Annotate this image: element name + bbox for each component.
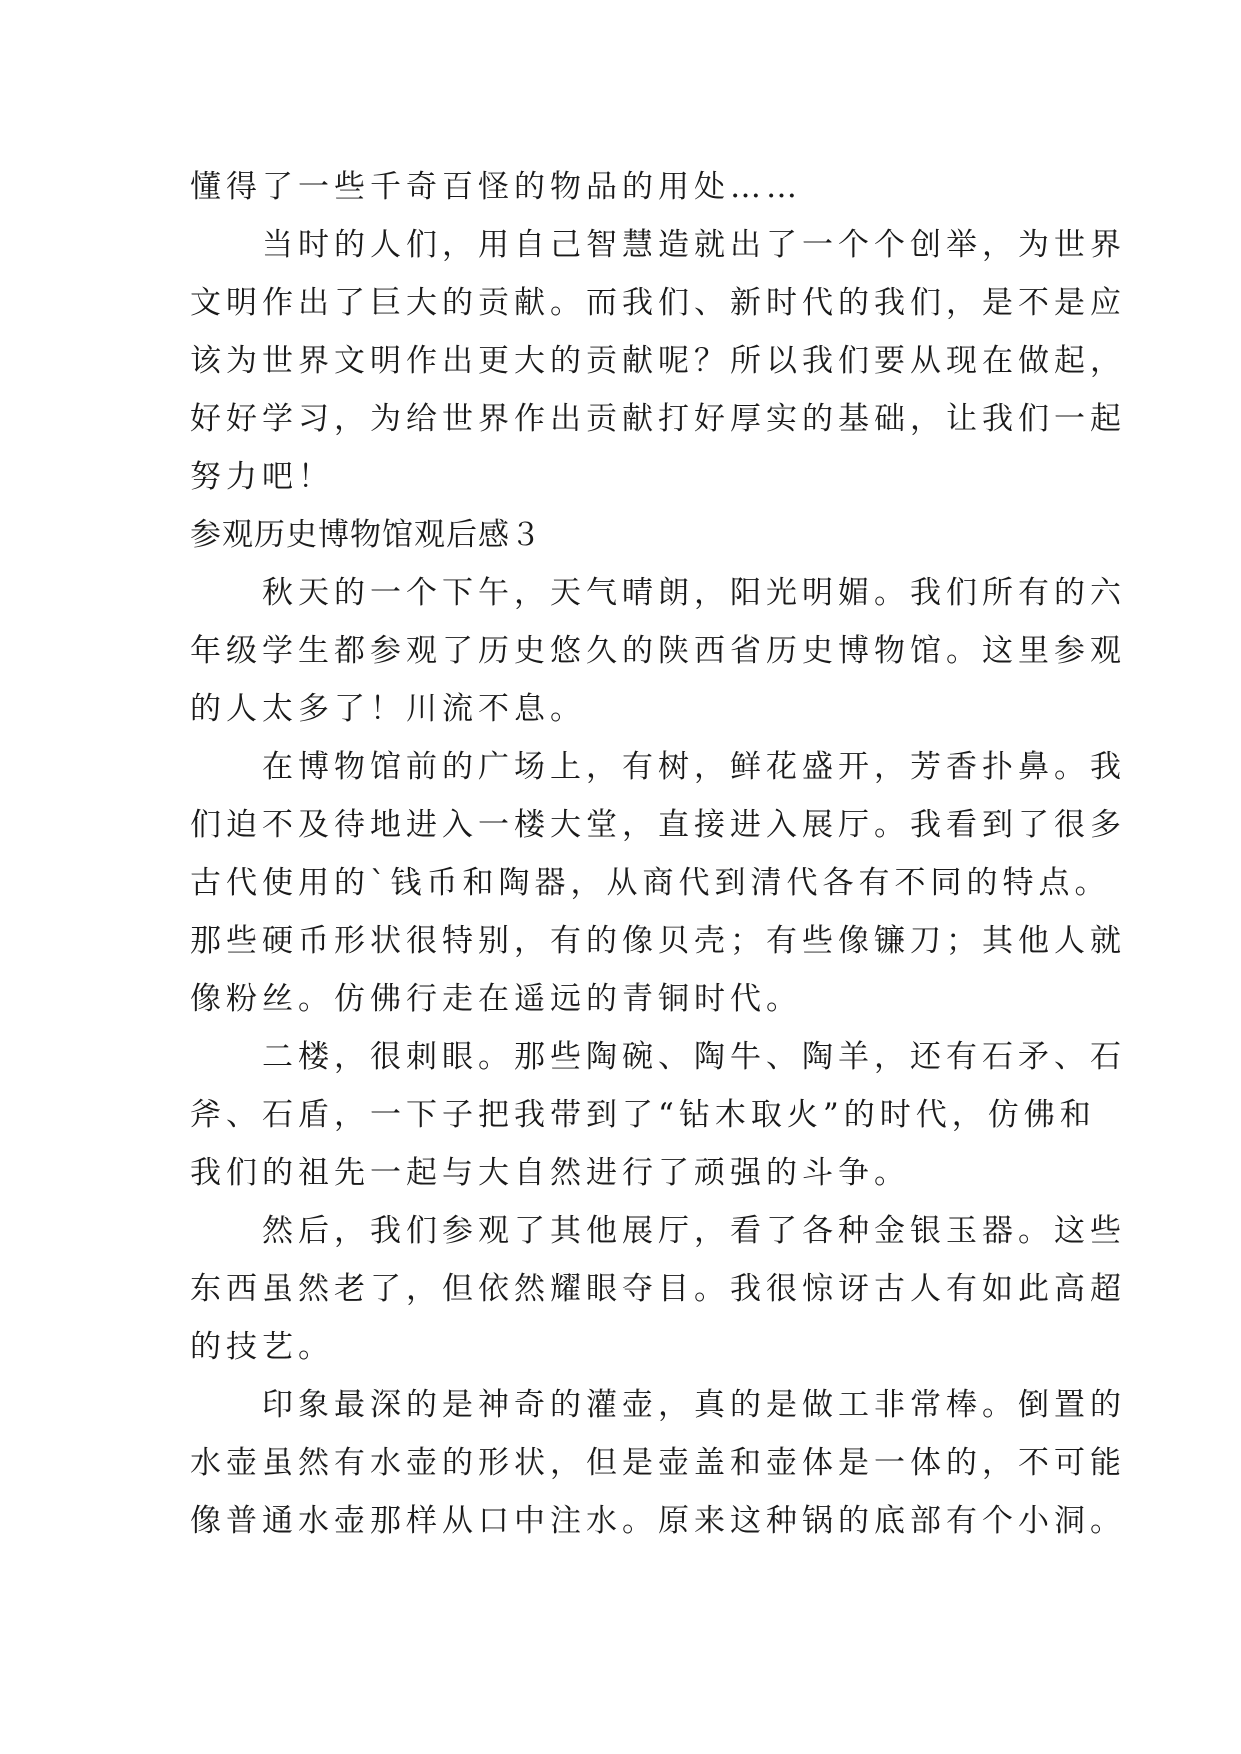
text-line: 那些硬币形状很特别，有的像贝壳；有些像镰刀；其他人就 (190, 923, 1126, 959)
text-line: 文明作出了巨大的贡献。而我们、新时代的我们，是不是应 (190, 285, 1126, 321)
text-line: 懂得了一些千奇百怪的物品的用处…… (190, 169, 802, 205)
document-body (190, 158, 1126, 1550)
text-line: 好好学习，为给世界作出贡献打好厚实的基础，让我们一起 (190, 401, 1126, 437)
paragraph-first-line: 秋天的一个下午，天气晴朗，阳光明媚。我们所有的六 (262, 575, 1126, 611)
text-line: 该为世界文明作出更大的贡献呢？所以我们要从现在做起， (190, 343, 1126, 379)
paragraph-first-line: 二楼，很刺眼。那些陶碗、陶牛、陶羊，还有石矛、石 (262, 1039, 1126, 1075)
text-line: 像普通水壶那样从口中注水。原来这种锅的底部有个小洞。 (190, 1503, 1126, 1539)
text-line: 像粉丝。仿佛行走在遥远的青铜时代。 (190, 981, 802, 1017)
text-line: 我们的祖先一起与大自然进行了顽强的斗争。 (190, 1155, 910, 1191)
text-line: 斧、石盾，一下子把我带到了“钻木取火”的时代，仿佛和 (190, 1097, 1096, 1133)
text-line: 的技艺。 (190, 1329, 334, 1365)
text-line: 努力吧！ (190, 459, 334, 495)
text-line: 东西虽然老了，但依然耀眼夺目。我很惊讶古人有如此高超 (190, 1271, 1126, 1307)
text-line: 们迫不及待地进入一楼大堂，直接进入展厅。我看到了很多 (190, 807, 1126, 843)
text-line: 古代使用的`钱币和陶器，从商代到清代各有不同的特点。 (190, 865, 1111, 901)
paragraph-first-line: 然后，我们参观了其他展厅，看了各种金银玉器。这些 (262, 1213, 1126, 1249)
paragraph-first-line: 印象最深的是神奇的灌壶，真的是做工非常棒。倒置的 (262, 1387, 1126, 1423)
paragraph-first-line: 当时的人们，用自己智慧造就出了一个个创举，为世界 (262, 227, 1126, 263)
section-heading: 参观历史博物馆观后感３ (190, 517, 542, 553)
text-line: 年级学生都参观了历史悠久的陕西省历史博物馆。这里参观 (190, 633, 1126, 669)
text-line: 水壶虽然有水壶的形状，但是壶盖和壶体是一体的，不可能 (190, 1445, 1126, 1481)
text-line: 的人太多了！川流不息。 (190, 691, 586, 727)
paragraph-first-line: 在博物馆前的广场上，有树，鲜花盛开，芳香扑鼻。我 (262, 749, 1126, 785)
